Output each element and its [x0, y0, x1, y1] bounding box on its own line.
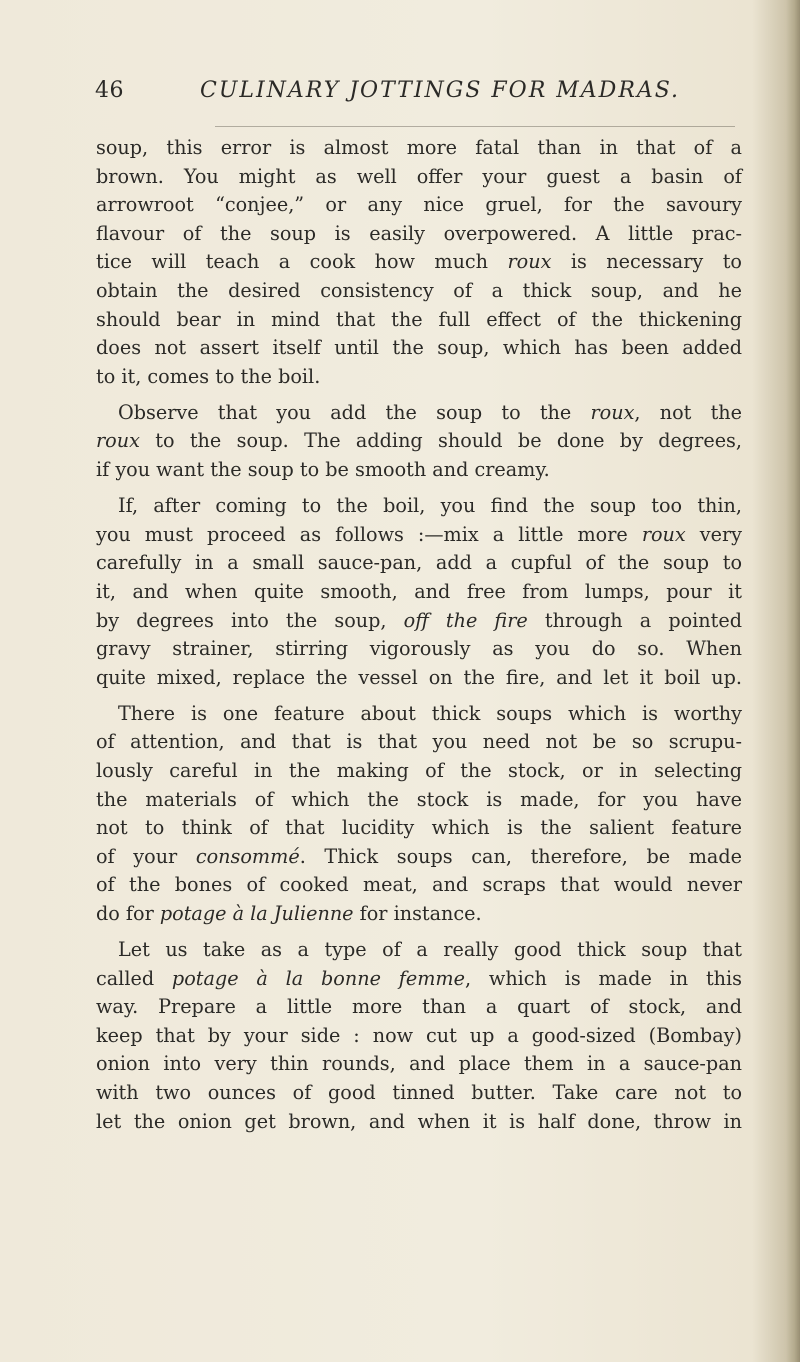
- text-line: the materials of which the stock is made, for you have: [96, 787, 742, 811]
- text-line: do for potage à la Julienne for instance.: [96, 901, 482, 925]
- text-line: not to think of that lucidity which is the salient feature: [96, 816, 742, 840]
- text-line: way. Prepare a little more than a quart of stock, and: [96, 995, 742, 1019]
- text-line: keep that by your side : now cut up a good-sized (Bombay): [96, 1023, 742, 1047]
- running-title: CULINARY JOTTINGS FOR MADRAS.: [200, 78, 681, 103]
- paragraph-2: [96, 399, 742, 485]
- text-line: lously careful in the making of the stock, or in selecting: [96, 758, 742, 782]
- text-line: onion into very thin rounds, and place them in a sauce-pan: [96, 1052, 742, 1076]
- text-line: by degrees into the soup, off the fire through a pointed: [96, 608, 742, 632]
- text-line: flavour of the soup is easily overpowered. A little prac-: [96, 221, 742, 245]
- header-rule: [215, 126, 735, 127]
- paragraph-1: [96, 134, 742, 391]
- text-line: it, and when quite smooth, and free from lumps, pour it: [96, 579, 742, 603]
- text-line: called potage à la bonne femme, which is made in this: [96, 966, 743, 990]
- text-line: roux to the soup. The adding should be done by degrees,: [96, 429, 742, 453]
- text-line: quite mixed, replace the vessel on the fire, and let it boil up.: [96, 665, 742, 689]
- text-line: carefully in a small sauce-pan, add a cupful of the soup to: [96, 551, 742, 575]
- paragraph-5: [96, 936, 742, 1136]
- text-line: let the onion get brown, and when it is half done, throw in: [96, 1109, 742, 1133]
- text-line: does not assert itself until the soup, which has been added: [96, 336, 742, 360]
- text-line: There is one feature about thick soups which is worthy: [118, 701, 742, 725]
- page-header: [95, 78, 735, 118]
- body-text: [96, 134, 742, 1144]
- text-line: obtain the desired consistency of a thick soup, and he: [96, 278, 742, 302]
- text-line: of attention, and that is that you need not be so scrupu-: [96, 730, 742, 754]
- text-line: arrowroot “conjee,” or any nice gruel, for the savoury: [96, 193, 742, 217]
- text-line: tice will teach a cook how much roux is necessary to: [96, 250, 742, 274]
- text-line: of the bones of cooked meat, and scraps that would never: [96, 873, 742, 897]
- text-line: If, after coming to the boil, you find the soup too thin,: [118, 494, 742, 518]
- paragraph-3: [96, 492, 742, 692]
- page-number: 46: [95, 78, 124, 103]
- text-line: with two ounces of good tinned butter. Take care not to: [96, 1081, 742, 1104]
- text-line: if you want the soup to be smooth and creamy.: [96, 458, 550, 482]
- text-line: Let us take as a type of a really good thick soup that: [118, 938, 742, 962]
- text-line: of your consommé. Thick soups can, therefore, be made: [96, 844, 742, 868]
- text-line: brown. You might as well offer your guest a basin of: [96, 164, 742, 188]
- text-line: you must proceed as follows :—mix a little more roux very: [96, 522, 742, 546]
- text-line: should bear in mind that the full effect of the thickening: [96, 307, 742, 331]
- page-edge-shadow: [786, 0, 800, 1362]
- text-line: to it, comes to the boil.: [96, 364, 321, 388]
- text-line: gravy strainer, stirring vigorously as you do so. When: [96, 637, 742, 661]
- paragraph-4: [96, 700, 742, 929]
- text-line: Observe that you add the soup to the roux, not the: [118, 400, 742, 424]
- text-line: soup, this error is almost more fatal than in that of a: [96, 136, 742, 159]
